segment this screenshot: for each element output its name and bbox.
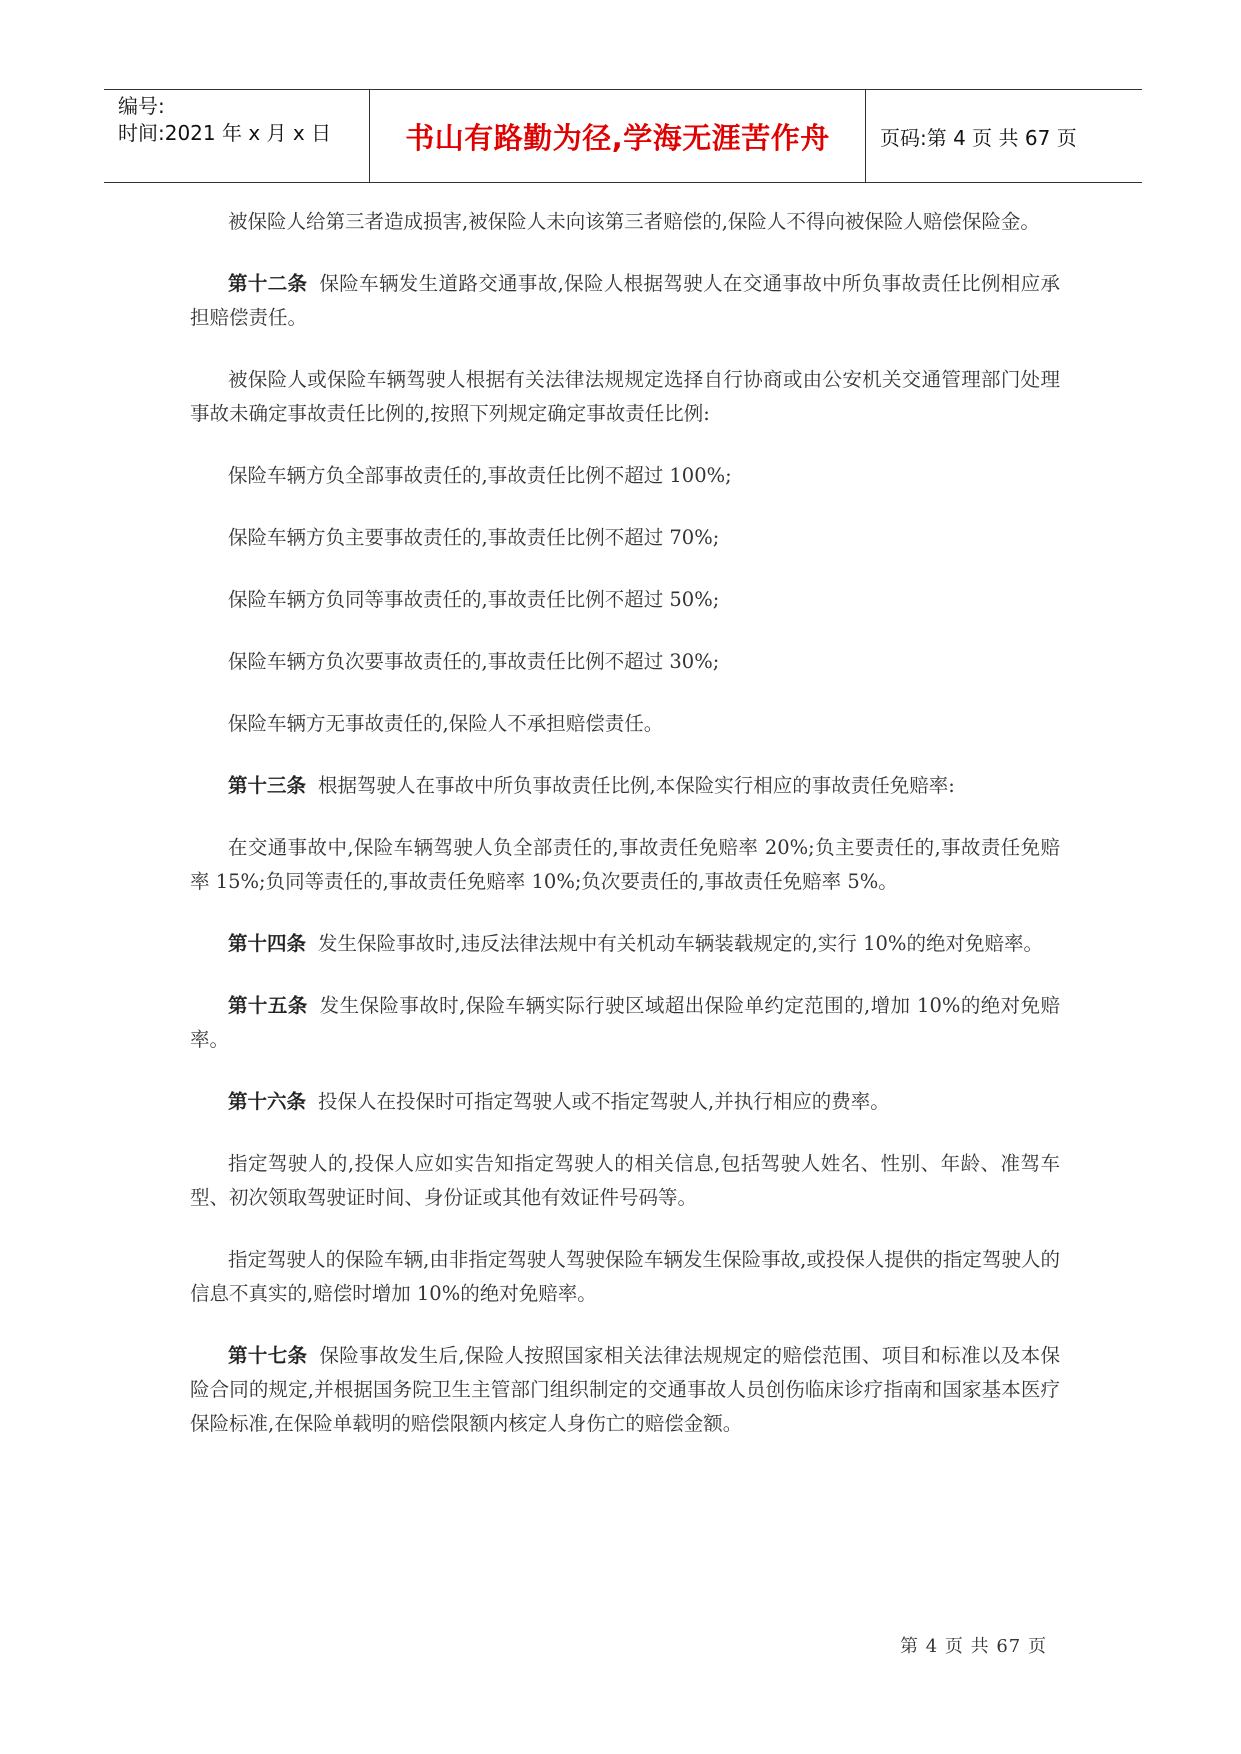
paragraph	[190, 521, 1060, 555]
paragraph	[190, 831, 1060, 899]
paragraph-text: 保险车辆方负主要事故责任的,事故责任比例不超过 70%;	[228, 526, 720, 549]
paragraph	[190, 927, 1060, 961]
paragraph	[190, 583, 1060, 617]
paragraph-text: 保险车辆方负全部事故责任的,事故责任比例不超过 100%;	[228, 464, 732, 487]
page-footer: 第 4 页 共 67 页	[900, 1636, 1047, 1657]
paragraph	[190, 459, 1060, 493]
paragraph-text: 被保险人或保险车辆驾驶人根据有关法律法规规定选择自行协商或由公安机关交通管理部门处理事故未确定事故责任比例的,按照下列规定确定事故责任比例:	[190, 368, 1060, 425]
paragraph-text: 发生保险事故时,违反法律法规中有关机动车辆装载规定的,实行 10%的绝对免赔率。	[318, 932, 1043, 955]
paragraph-text: 保险车辆方无事故责任的,保险人不承担赔偿责任。	[228, 712, 664, 735]
paragraph-text: 投保人在投保时可指定驾驶人或不指定驾驶人,并执行相应的费率。	[318, 1090, 890, 1113]
paragraph	[190, 363, 1060, 431]
document-number-label: 编号:	[118, 94, 165, 118]
paragraph-text: 保险车辆方负次要事故责任的,事故责任比例不超过 30%;	[228, 650, 720, 673]
paragraph-text: 保险事故发生后,保险人按照国家相关法律法规规定的赔偿范围、项目和标准以及本保险合同的规定,并根据国务院卫生主管部门组织制定的交通事故人员创伤临床诊疗指南和国家基本医疗保险标准,在保险单载明的赔偿限额内核定人身伤亡的赔偿金额。	[190, 1344, 1060, 1435]
paragraph-text: 被保险人给第三者造成损害,被保险人未向该第三者赔偿的,保险人不得向被保险人赔偿保险金。	[228, 210, 1040, 233]
article-number: 第十五条	[228, 994, 308, 1017]
article-number: 第十七条	[228, 1344, 308, 1367]
paragraph-text: 发生保险事故时,保险车辆实际行驶区域超出保险单约定范围的,增加 10%的绝对免赔率。	[190, 994, 1060, 1051]
header-page-label: 页码:第 4 页 共 67 页	[880, 125, 1077, 150]
paragraph-text: 在交通事故中,保险车辆驾驶人负全部责任的,事故责任免赔率 20%;负主要责任的,事故责任免赔率 15%;负同等责任的,事故责任免赔率 10%;负次要责任的,事故责任免赔率 5%。	[190, 836, 1060, 893]
paragraph	[190, 1339, 1060, 1441]
paragraph	[190, 707, 1060, 741]
paragraph	[190, 1147, 1060, 1215]
paragraph	[190, 989, 1060, 1057]
paragraph-text: 根据驾驶人在事故中所负事故责任比例,本保险实行相应的事故责任免赔率:	[318, 774, 955, 797]
page-header	[104, 89, 1142, 183]
paragraph-text: 保险车辆发生道路交通事故,保险人根据驾驶人在交通事故中所负事故责任比例相应承担赔偿责任。	[190, 272, 1060, 329]
article-number: 第十三条	[228, 774, 307, 797]
paragraph-text: 指定驾驶人的保险车辆,由非指定驾驶人驾驶保险车辆发生保险事故,或投保人提供的指定驾驶人的信息不真实的,赔偿时增加 10%的绝对免赔率。	[190, 1248, 1060, 1305]
header-slogan: 书山有路勤为径,学海无涯苦作舟	[370, 90, 866, 182]
document-time-label: 时间:2021 年 x 月 x 日	[118, 121, 332, 145]
paragraph	[190, 1243, 1060, 1311]
paragraph-text: 指定驾驶人的,投保人应如实告知指定驾驶人的相关信息,包括驾驶人姓名、性别、年龄、准驾车型、初次领取驾驶证时间、身份证或其他有效证件号码等。	[190, 1152, 1060, 1209]
article-number: 第十六条	[228, 1090, 307, 1113]
paragraph	[190, 267, 1060, 335]
article-number: 第十四条	[228, 932, 307, 955]
document-body	[190, 205, 1060, 1469]
paragraph	[190, 1085, 1060, 1119]
paragraph	[190, 769, 1060, 803]
paragraph-text: 保险车辆方负同等事故责任的,事故责任比例不超过 50%;	[228, 588, 720, 611]
article-number: 第十二条	[228, 272, 308, 295]
header-meta	[104, 90, 370, 182]
paragraph	[190, 205, 1060, 239]
paragraph	[190, 645, 1060, 679]
